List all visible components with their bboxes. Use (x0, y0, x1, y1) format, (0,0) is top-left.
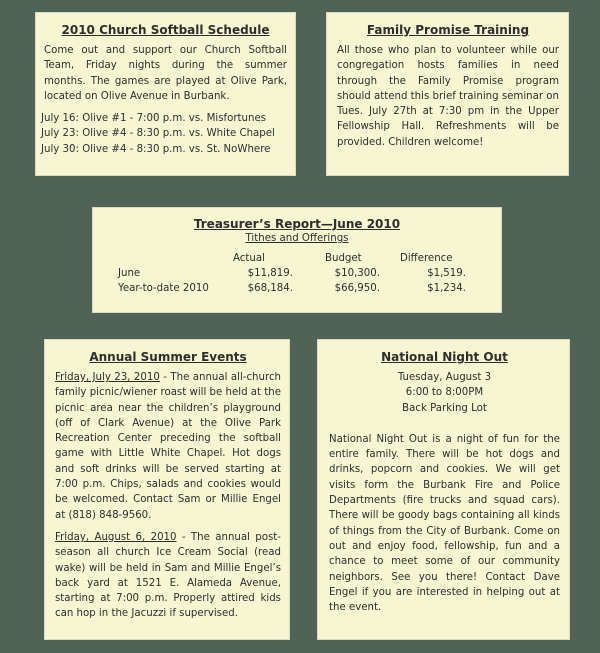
national-time: 6:00 to 8:00PM (405, 387, 484, 399)
treasurer-title: Treasurer’s Report—June 2010 (193, 217, 401, 231)
row-actual: $68,184. (247, 283, 293, 294)
finance-row (118, 281, 470, 296)
row-label: Year-to-date 2010 (118, 283, 209, 294)
col-budget: Budget (325, 253, 362, 264)
treasurer-subtitle: Tithes and Offerings (245, 233, 349, 244)
finance-header-row (118, 251, 470, 266)
event-text: - The annual all-church family picnic/wiener roast will be held at the picnic area near the children’s playground (off of Clark Avenue) at the Olive Park Recreation Center preceding the softball game with Little White Chapel. Hot dogs and soft drinks will be served starting at 7:00 p.m. Chips, salads and cookies would be welcomed. Contact Sam or Millie Engel at (818) 848-9560. (55, 372, 281, 521)
row-budget: $66,950. (334, 283, 380, 294)
national-night-out-box (317, 339, 570, 640)
annual-title: Annual Summer Events (89, 350, 247, 364)
annual-summer-events-box (44, 339, 290, 640)
event-date: Friday, July 23, 2010 (55, 372, 160, 383)
family-promise-box (326, 12, 569, 176)
event-date: Friday, August 6, 2010 (55, 531, 177, 543)
col-difference: Difference (400, 253, 453, 264)
national-schedule (329, 370, 560, 416)
treasurer-report-box (92, 207, 502, 313)
event-paragraph (55, 370, 281, 523)
row-budget: $10,300. (334, 268, 380, 279)
national-body: National Night Out is a night of fun for the entire family. There will be hot dogs and drinks, popcorn and cookies. We will get visits form the Burbank Fire and Police Departments (fire trucks and squad cars). There will be goody bags containing all kinds of things from the City of Burbank. Come on out and enjoy food, fellowship, fun and a chance to meet some of our community neighbors. See you there! Contact Dave Engel if you are interested in helping out at the event. (329, 433, 560, 614)
softball-schedule-list (41, 111, 287, 157)
schedule-item: July 30: Olive #4 - 8:30 p.m. vs. St. NoWhere (41, 143, 271, 155)
row-actual: $11,819. (247, 268, 293, 279)
row-label: June (118, 268, 141, 279)
softball-title: 2010 Church Softball Schedule (61, 23, 270, 37)
schedule-item: July 23: Olive #4 - 8:30 p.m. vs. White Chapel (41, 128, 275, 140)
col-actual: Actual (233, 253, 265, 264)
schedule-item: July 16: Olive #1 - 7:00 p.m. vs. Misfortunes (41, 113, 267, 125)
family-promise-title: Family Promise Training (366, 23, 530, 37)
national-date: Tuesday, August 3 (397, 372, 492, 383)
finance-row (118, 266, 470, 281)
event-paragraph (55, 530, 281, 622)
family-promise-body: All those who plan to volunteer while our congregation hosts families in need through the Family Promise program should attend this brief training seminar on Tues. July 27th at 7:30 pm in the Upper Fellowship Hall. Refreshments will be provided. Children welcome! (337, 45, 559, 148)
finance-table (118, 251, 470, 296)
softball-schedule-box (35, 12, 296, 176)
national-title: National Night Out (381, 350, 508, 364)
softball-intro: Come out and support our Church Softball Team, Friday nights during the summer months. The games are played at Olive Park, located on Olive Avenue in Burbank. (44, 45, 287, 102)
national-place: Back Parking Lot (402, 402, 487, 414)
row-difference: $1,234. (427, 283, 466, 294)
row-difference: $1,519. (427, 268, 466, 279)
event-text: - The annual post-season all church Ice Cream Social (read wake) will be held in Sam and Millie Engel’s back yard at 1521 E. Alameda Avenue, starting at 7:00 p.m. Properly attired kids can hop in the Jacuzzi if supervised. (55, 531, 281, 620)
